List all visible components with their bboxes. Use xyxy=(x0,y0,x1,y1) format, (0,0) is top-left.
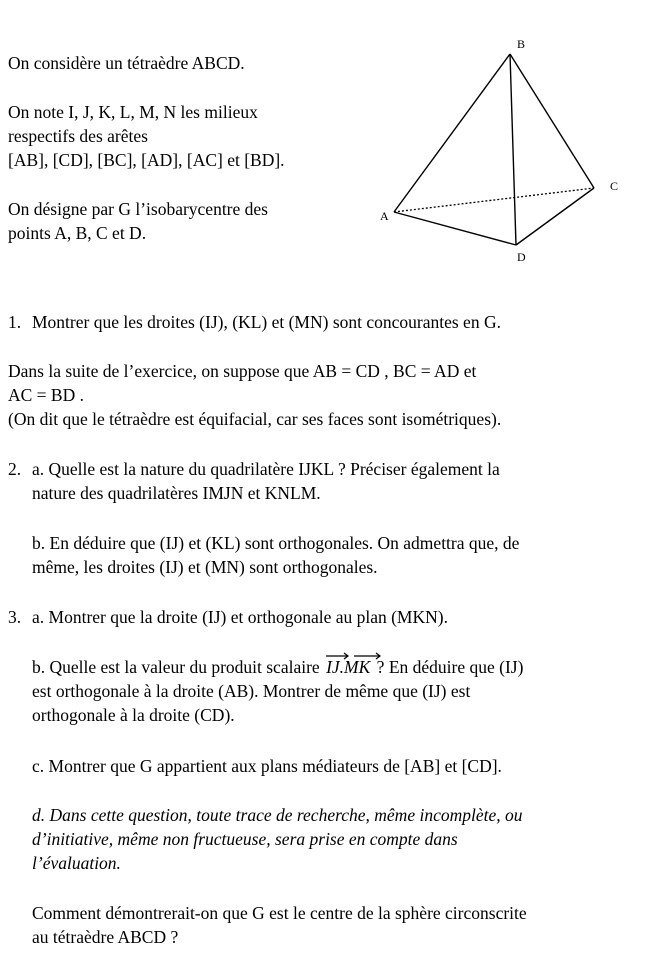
question-3b-line-1 xyxy=(32,655,652,679)
question-2b-line-2: même, les droites (IJ) et (MN) sont orthogonales. xyxy=(32,557,378,577)
edge-ab xyxy=(394,54,510,212)
vector-product xyxy=(324,655,372,679)
intro-line-6: points A, B, C et D. xyxy=(8,223,147,243)
hypothesis-line-1: Dans la suite de l’exercice, on suppose que AB = CD , BC = AD et xyxy=(8,361,477,381)
edge-cd xyxy=(516,188,594,245)
question-3b-line-2: est orthogonale à la droite (AB). Montrer de même que (IJ) est xyxy=(32,681,471,701)
question-3b xyxy=(32,655,652,727)
hypothesis-line-2: AC = BD . xyxy=(8,385,84,405)
question-3b-line-3: orthogonale à la droite (CD). xyxy=(32,705,235,725)
tetrahedron-figure xyxy=(372,32,632,272)
intro-line-5: On désigne par G l’isobarycentre des xyxy=(8,199,268,219)
question-3b-suffix: ? En déduire que (IJ) xyxy=(376,657,524,677)
intro-line-4: [AB], [CD], [BC], [AD], [AC] et [BD]. xyxy=(8,150,285,170)
intro-block xyxy=(8,51,368,245)
question-number: 3. xyxy=(8,607,22,627)
question-3d-line-3: l’évaluation. xyxy=(32,853,121,873)
question-2b xyxy=(32,531,652,579)
edge-bd xyxy=(510,54,516,245)
intro-line-3: respectifs des arêtes xyxy=(8,126,148,146)
vertex-label-b: B xyxy=(517,37,526,51)
question-3c xyxy=(32,754,652,778)
vertex-label-d: D xyxy=(517,250,526,264)
edge-ac-hidden xyxy=(394,188,594,212)
question-3 xyxy=(8,605,648,629)
question-3b-prefix: b. Quelle est la valeur du produit scalaire xyxy=(32,657,320,677)
question-3c-line-1: c. Montrer que G appartient aux plans médiateurs de [AB] et [CD]. xyxy=(32,756,502,776)
question-3a-line-1: a. Montrer que la droite (IJ) et orthogonale au plan (MKN). xyxy=(32,607,448,627)
vector-arrow-icon xyxy=(324,651,384,661)
question-3d-line-1: d. Dans cette question, toute trace de recherche, même incomplète, ou xyxy=(32,805,523,825)
question-3e-line-1: Comment démontrerait-on que G est le centre de la sphère circonscrite xyxy=(32,903,527,923)
question-3d-line-2: d’initiative, même non fructueuse, sera prise en compte dans xyxy=(32,829,458,849)
edge-ad xyxy=(394,212,516,245)
vector-product-text: IJ.MK xyxy=(326,657,371,677)
intro-line-2: On note I, J, K, L, M, N les milieux xyxy=(8,102,258,122)
question-number: 2. xyxy=(8,459,22,479)
hypothesis-block xyxy=(8,359,648,431)
question-2a-line-1: a. Quelle est la nature du quadrilatère IJKL ? Préciser également la xyxy=(32,459,500,479)
question-2b-line-1: b. En déduire que (IJ) et (KL) sont orthogonales. On admettra que, de xyxy=(32,533,520,553)
hypothesis-line-3: (On dit que le tétraèdre est équifacial, car ses faces sont isométriques). xyxy=(8,409,502,429)
question-3e xyxy=(32,901,652,949)
question-3e-line-2: au tétraèdre ABCD ? xyxy=(32,927,179,947)
intro-line-1: On considère un tétraèdre ABCD. xyxy=(8,53,245,73)
vertex-label-a: A xyxy=(380,209,389,223)
question-1 xyxy=(8,310,648,334)
edge-bc xyxy=(510,54,594,188)
question-number: 1. xyxy=(8,312,22,332)
question-2a-line-2: nature des quadrilatères IMJN et KNLM. xyxy=(32,483,321,503)
question-1-text: Montrer que les droites (IJ), (KL) et (MN) sont concourantes en G. xyxy=(32,312,501,332)
vertex-label-c: C xyxy=(610,179,619,193)
question-3d xyxy=(32,803,652,875)
question-2 xyxy=(8,457,648,505)
